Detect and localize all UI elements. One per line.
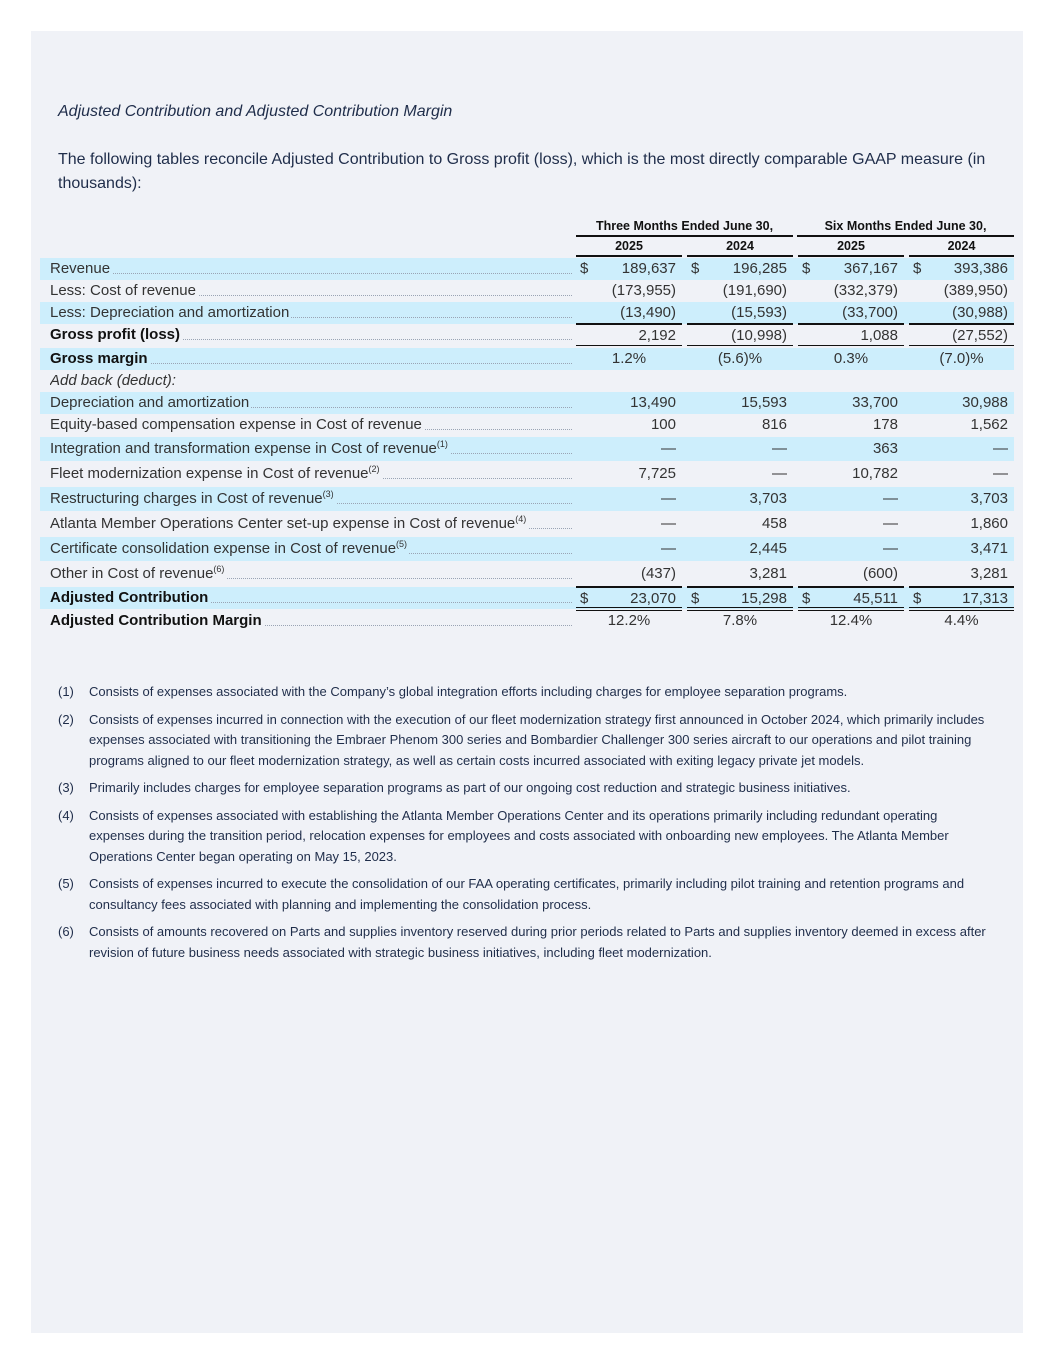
- header-six-months: Six Months Ended June 30,: [797, 219, 1014, 237]
- footnote-2: [58, 710, 988, 772]
- currency-symbol: $: [913, 260, 922, 277]
- cell-value: —: [661, 515, 676, 532]
- cell-value: 196,285: [732, 260, 787, 277]
- table-row-adjusted-contribution-margin: [40, 610, 1014, 632]
- footnote-6: [58, 922, 988, 963]
- cell-value: —: [772, 440, 787, 457]
- footnote-ref: (1): [436, 439, 448, 449]
- currency-symbol: $: [802, 590, 811, 607]
- row-label: Less: Cost of revenue: [50, 282, 196, 299]
- cell-value: 189,637: [621, 260, 676, 277]
- row-label: Integration and transformation expense in Cost of revenue: [50, 440, 437, 457]
- cell-value: (389,950): [943, 282, 1008, 299]
- footnote-4: [58, 806, 988, 868]
- cell-value: (30,988): [952, 304, 1008, 321]
- table-row-cost-of-revenue: [40, 280, 1014, 302]
- footnote-text: Consists of expenses associated with the Company’s global integration efforts including charges for employee separation programs.: [89, 684, 848, 699]
- intro-paragraph: The following tables reconcile Adjusted Contribution to Gross profit (loss), which is the most directly comparable GAAP measure (in thousands):: [58, 151, 986, 192]
- cell-value: —: [993, 440, 1008, 457]
- cell-value: (191,690): [722, 282, 787, 299]
- cell-value: 3,281: [970, 565, 1008, 582]
- currency-symbol: $: [802, 260, 811, 277]
- footnote-number: (3): [58, 780, 74, 795]
- cell-value: (33,700): [842, 304, 898, 321]
- row-label: Gross profit (loss): [50, 326, 181, 343]
- cell-value: 17,313: [962, 590, 1008, 607]
- row-label: Gross margin: [50, 350, 148, 367]
- row-label: Add back (deduct):: [50, 372, 176, 389]
- cell-value: —: [661, 540, 676, 557]
- footnote-number: (4): [58, 807, 74, 823]
- footnote-3: [58, 778, 988, 799]
- cell-value: —: [993, 465, 1008, 482]
- footnote-ref: (2): [368, 464, 380, 474]
- row-label: Equity-based compensation expense in Cost of revenue: [50, 416, 422, 433]
- cell-value: 816: [761, 416, 787, 433]
- currency-symbol: $: [691, 260, 700, 277]
- table-row-fleet-modernization: [40, 462, 1014, 486]
- table-row-equity-comp: [40, 414, 1014, 436]
- cell-value: 12.2%: [607, 612, 651, 629]
- cell-value: 0.3%: [833, 350, 869, 367]
- cell-value: 458: [761, 515, 787, 532]
- cell-value: —: [661, 490, 676, 507]
- footnote-text: Consists of expenses associated with establishing the Atlanta Member Operations Center and its operations primarily including redundant operating expenses during the transition period, relocation expenses for employees and costs associated with onboarding new employees. The Atlanta Member Operations Center began operating on May 15, 2023.: [89, 807, 949, 864]
- cell-value: 4.4%: [944, 612, 979, 629]
- footnote-number: (5): [58, 876, 74, 891]
- cell-value: (7.0)%: [939, 350, 984, 367]
- footnotes: [58, 682, 988, 970]
- header-year-q-2024: 2024: [687, 239, 793, 257]
- cell-value: (332,379): [833, 282, 898, 299]
- footnote-1: [58, 682, 988, 703]
- cell-value: 1,562: [970, 416, 1008, 433]
- cell-value: 3,703: [970, 490, 1008, 507]
- cell-value: 363: [872, 440, 898, 457]
- footnote-text: Consists of expenses incurred to execute the consolidation of our FAA operating certificates, primarily including pilot training and retention programs and consultancy fees associated with planning and implementing the consolidation process.: [89, 876, 965, 912]
- table-row-adjusted-contribution: [40, 587, 1014, 609]
- cell-value: (437): [640, 565, 676, 582]
- cell-value: —: [883, 515, 898, 532]
- cell-value: (10,998): [731, 327, 787, 344]
- cell-value: 13,490: [630, 394, 676, 411]
- table-row-gross-profit: [40, 324, 1014, 346]
- currency-symbol: $: [913, 590, 922, 607]
- cell-value: 1.2%: [611, 350, 647, 367]
- cell-value: 2,192: [638, 327, 676, 344]
- cell-value: 367,167: [843, 260, 898, 277]
- currency-symbol: $: [580, 260, 589, 277]
- cell-value: 23,070: [630, 590, 676, 607]
- cell-value: —: [661, 440, 676, 457]
- table-row-revenue: [40, 258, 1014, 280]
- cell-value: (13,490): [620, 304, 676, 321]
- cell-value: 3,471: [970, 540, 1008, 557]
- cell-value: 1,860: [970, 515, 1008, 532]
- table-row-less-depreciation: [40, 302, 1014, 324]
- row-label: Adjusted Contribution Margin: [50, 612, 262, 629]
- cell-value: —: [772, 465, 787, 482]
- footnote-number: (6): [58, 924, 74, 939]
- table-row-atlanta-center: [40, 512, 1014, 536]
- table-row-other: [40, 562, 1014, 586]
- header-three-months: Three Months Ended June 30,: [576, 219, 793, 237]
- row-label: Atlanta Member Operations Center set-up expense in Cost of revenue: [50, 515, 516, 532]
- currency-symbol: $: [691, 590, 700, 607]
- header-year-q-2025: 2025: [576, 239, 682, 257]
- cell-value: 100: [650, 416, 676, 433]
- footnote-text: Primarily includes charges for employee separation programs as part of our ongoing cost reduction and strategic business initiatives.: [89, 780, 851, 795]
- cell-value: 15,593: [741, 394, 787, 411]
- table-row-add-back-heading: [40, 370, 1014, 392]
- table-row-depreciation: [40, 392, 1014, 414]
- currency-symbol: $: [580, 590, 589, 607]
- cell-value: 2,445: [749, 540, 787, 557]
- section-title: Adjusted Contribution and Adjusted Contribution Margin: [58, 103, 453, 120]
- row-label: Depreciation and amortization: [50, 394, 250, 411]
- footnote-number: (1): [58, 684, 74, 699]
- cell-value: 393,386: [953, 260, 1008, 277]
- row-label: Fleet modernization expense in Cost of revenue: [50, 465, 369, 482]
- table-row-restructuring: [40, 487, 1014, 511]
- row-label: Revenue: [50, 260, 111, 277]
- table-row-certificate-consolidation: [40, 537, 1014, 561]
- footnote-text: Consists of expenses incurred in connection with the execution of our fleet modernization strategy first announced in October 2024, which primarily includes expenses associated with transitioning the Embraer Phenom 300 series and Bombardier Challenger 300 series aircraft to our operations and pilot training programs aligned to our fleet modernization strategy, as well as certain costs incurred associated with exiting legacy private jet models.: [89, 711, 985, 768]
- footnote-ref: (4): [515, 514, 527, 524]
- cell-value: 12.4%: [829, 612, 873, 629]
- footnote-text: Consists of amounts recovered on Parts and supplies inventory reserved during prior periods related to Parts and supplies inventory deemed in excess after revision of future business needs associated with strategic business initiatives, including fleet modernization.: [89, 924, 986, 960]
- footnote-ref: (6): [213, 564, 225, 574]
- cell-value: 33,700: [852, 394, 898, 411]
- cell-value: 3,281: [749, 565, 787, 582]
- header-year-ytd-2024: 2024: [909, 239, 1014, 257]
- row-label: Less: Depreciation and amortization: [50, 304, 290, 321]
- cell-value: (173,955): [611, 282, 676, 299]
- cell-value: 7,725: [638, 465, 676, 482]
- cell-value: 7.8%: [722, 612, 758, 629]
- row-label: Restructuring charges in Cost of revenue: [50, 490, 323, 507]
- cell-value: 1,088: [860, 327, 898, 344]
- cell-value: (15,593): [731, 304, 787, 321]
- row-label: Other in Cost of revenue: [50, 565, 214, 582]
- cell-value: 30,988: [962, 394, 1008, 411]
- cell-value: (5.6)%: [717, 350, 763, 367]
- cell-value: 178: [872, 416, 898, 433]
- cell-value: —: [883, 540, 898, 557]
- cell-value: (27,552): [952, 327, 1008, 344]
- footnote-number: (2): [58, 711, 74, 727]
- table-row-integration: [40, 437, 1014, 461]
- footnote-ref: (5): [396, 539, 408, 549]
- cell-value: 3,703: [749, 490, 787, 507]
- cell-value: 45,511: [853, 590, 898, 607]
- cell-value: —: [883, 490, 898, 507]
- row-label: Adjusted Contribution: [50, 589, 209, 606]
- footnote-ref: (3): [322, 489, 334, 499]
- cell-value: 15,298: [741, 590, 787, 607]
- cell-value: (600): [862, 565, 898, 582]
- footnote-5: [58, 874, 988, 915]
- header-year-ytd-2025: 2025: [798, 239, 904, 257]
- row-label: Certificate consolidation expense in Cost of revenue: [50, 540, 397, 557]
- table-row-gross-margin: [40, 348, 1014, 370]
- cell-value: 10,782: [852, 465, 898, 482]
